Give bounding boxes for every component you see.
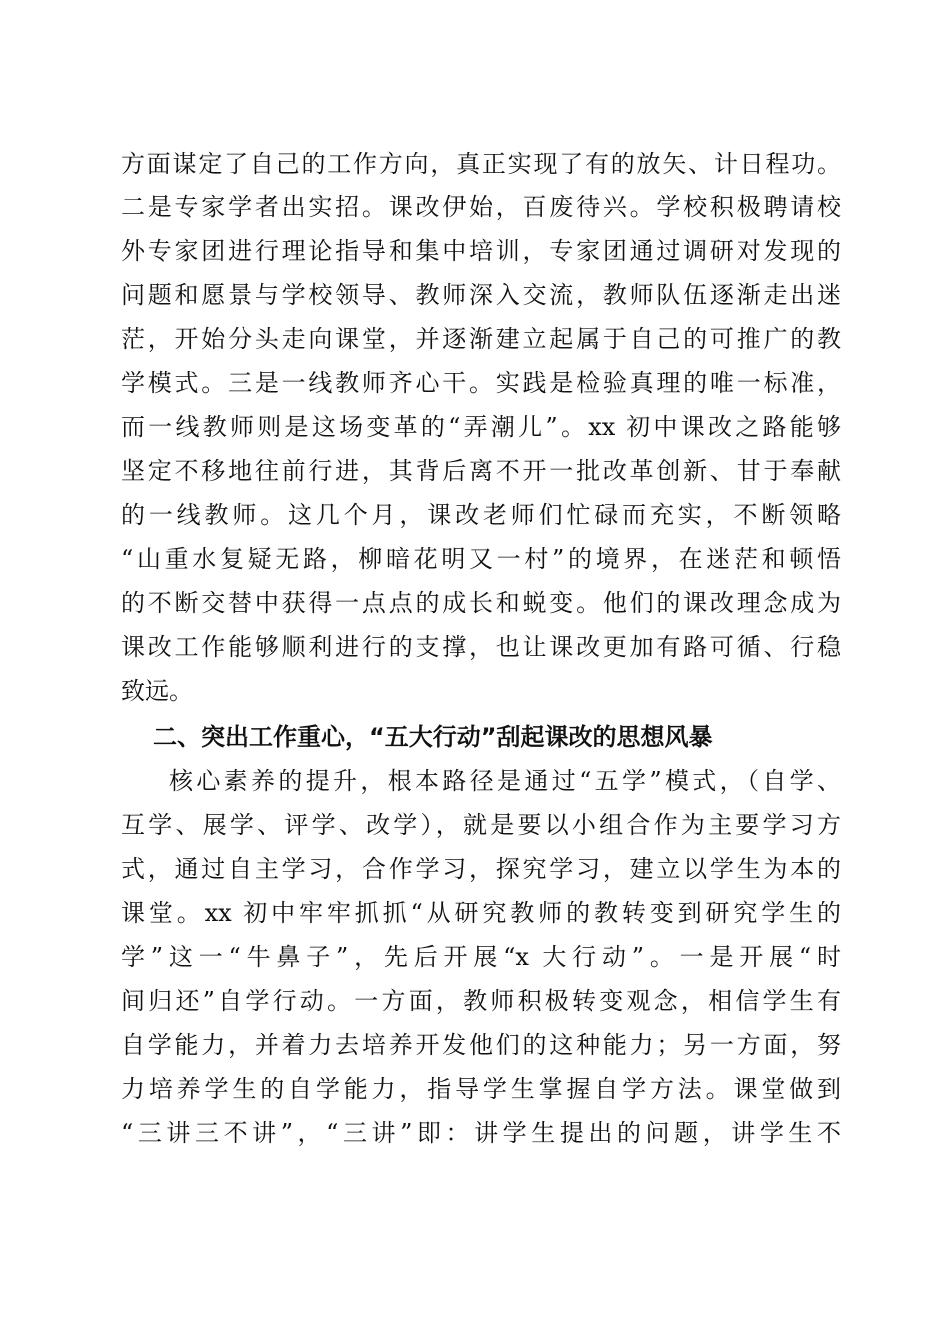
paragraph-line: 的一线教师。这几个月，课改老师们忙碌而充实，不断领略 xyxy=(121,501,841,529)
section-heading: 二、突出工作重心，“五大行动”刮起课改的思想风暴 xyxy=(153,723,713,751)
paragraph-line: 力培养学生的自学能力，指导学生掌握自学方法。课堂做到 xyxy=(121,1075,841,1103)
paragraph-line: 二是专家学者出实招。课改伊始，百废待兴。学校积极聘请校 xyxy=(121,193,841,221)
paragraph-line: 问题和愿景与学校领导、教师深入交流，教师队伍逐渐走出迷 xyxy=(121,281,841,309)
paragraph-line: 式，通过自主学习，合作学习，探究学习，建立以学生为本的 xyxy=(121,855,841,883)
paragraph-line: 的不断交替中获得一点点的成长和蜕变。他们的课改理念成为 xyxy=(121,589,841,617)
paragraph-line: 坚定不移地往前行进，其背后离不开一批改革创新、甘于奉献 xyxy=(121,457,841,485)
paragraph-line: 学模式。三是一线教师齐心干。实践是检验真理的唯一标准， xyxy=(121,369,841,397)
paragraph-line: 致远。 xyxy=(121,677,193,705)
paragraph-line: 外专家团进行理论指导和集中培训，专家团通过调研对发现的 xyxy=(121,237,841,265)
paragraph-line: 课改工作能够顺利进行的支撑，也让课改更加有路可循、行稳 xyxy=(121,633,841,661)
paragraph-line: 茫，开始分头走向课堂，并逐渐建立起属于自己的可推广的教 xyxy=(121,325,841,353)
paragraph-line: 而一线教师则是这场变革的“弄潮儿”。xx 初中课改之路能够 xyxy=(121,413,841,441)
paragraph-line: 方面谋定了自己的工作方向，真正实现了有的放矢、计日程功。 xyxy=(121,150,841,178)
paragraph-line: 课堂。xx 初中牢牢抓抓“从研究教师的教转变到研究学生的 xyxy=(121,899,841,927)
paragraph-line: 互学、展学、评学、改学），就是要以小组合作为主要学习方 xyxy=(121,811,841,839)
paragraph-line: 学”这一“牛鼻子”，先后开展“x 大行动”。一是开展“时 xyxy=(121,943,841,971)
paragraph-line: 核心素养的提升，根本路径是通过“五学”模式，（自学、 xyxy=(169,767,841,795)
paragraph-line: “三讲三不讲”，“三讲”即：讲学生提出的问题，讲学生不 xyxy=(121,1119,841,1147)
paragraph-line: 间归还”自学行动。一方面，教师积极转变观念，相信学生有 xyxy=(121,987,841,1015)
paragraph-line: “山重水复疑无路，柳暗花明又一村”的境界，在迷茫和顿悟 xyxy=(121,545,841,573)
paragraph-line: 自学能力，并着力去培养开发他们的这种能力；另一方面，努 xyxy=(121,1031,841,1059)
